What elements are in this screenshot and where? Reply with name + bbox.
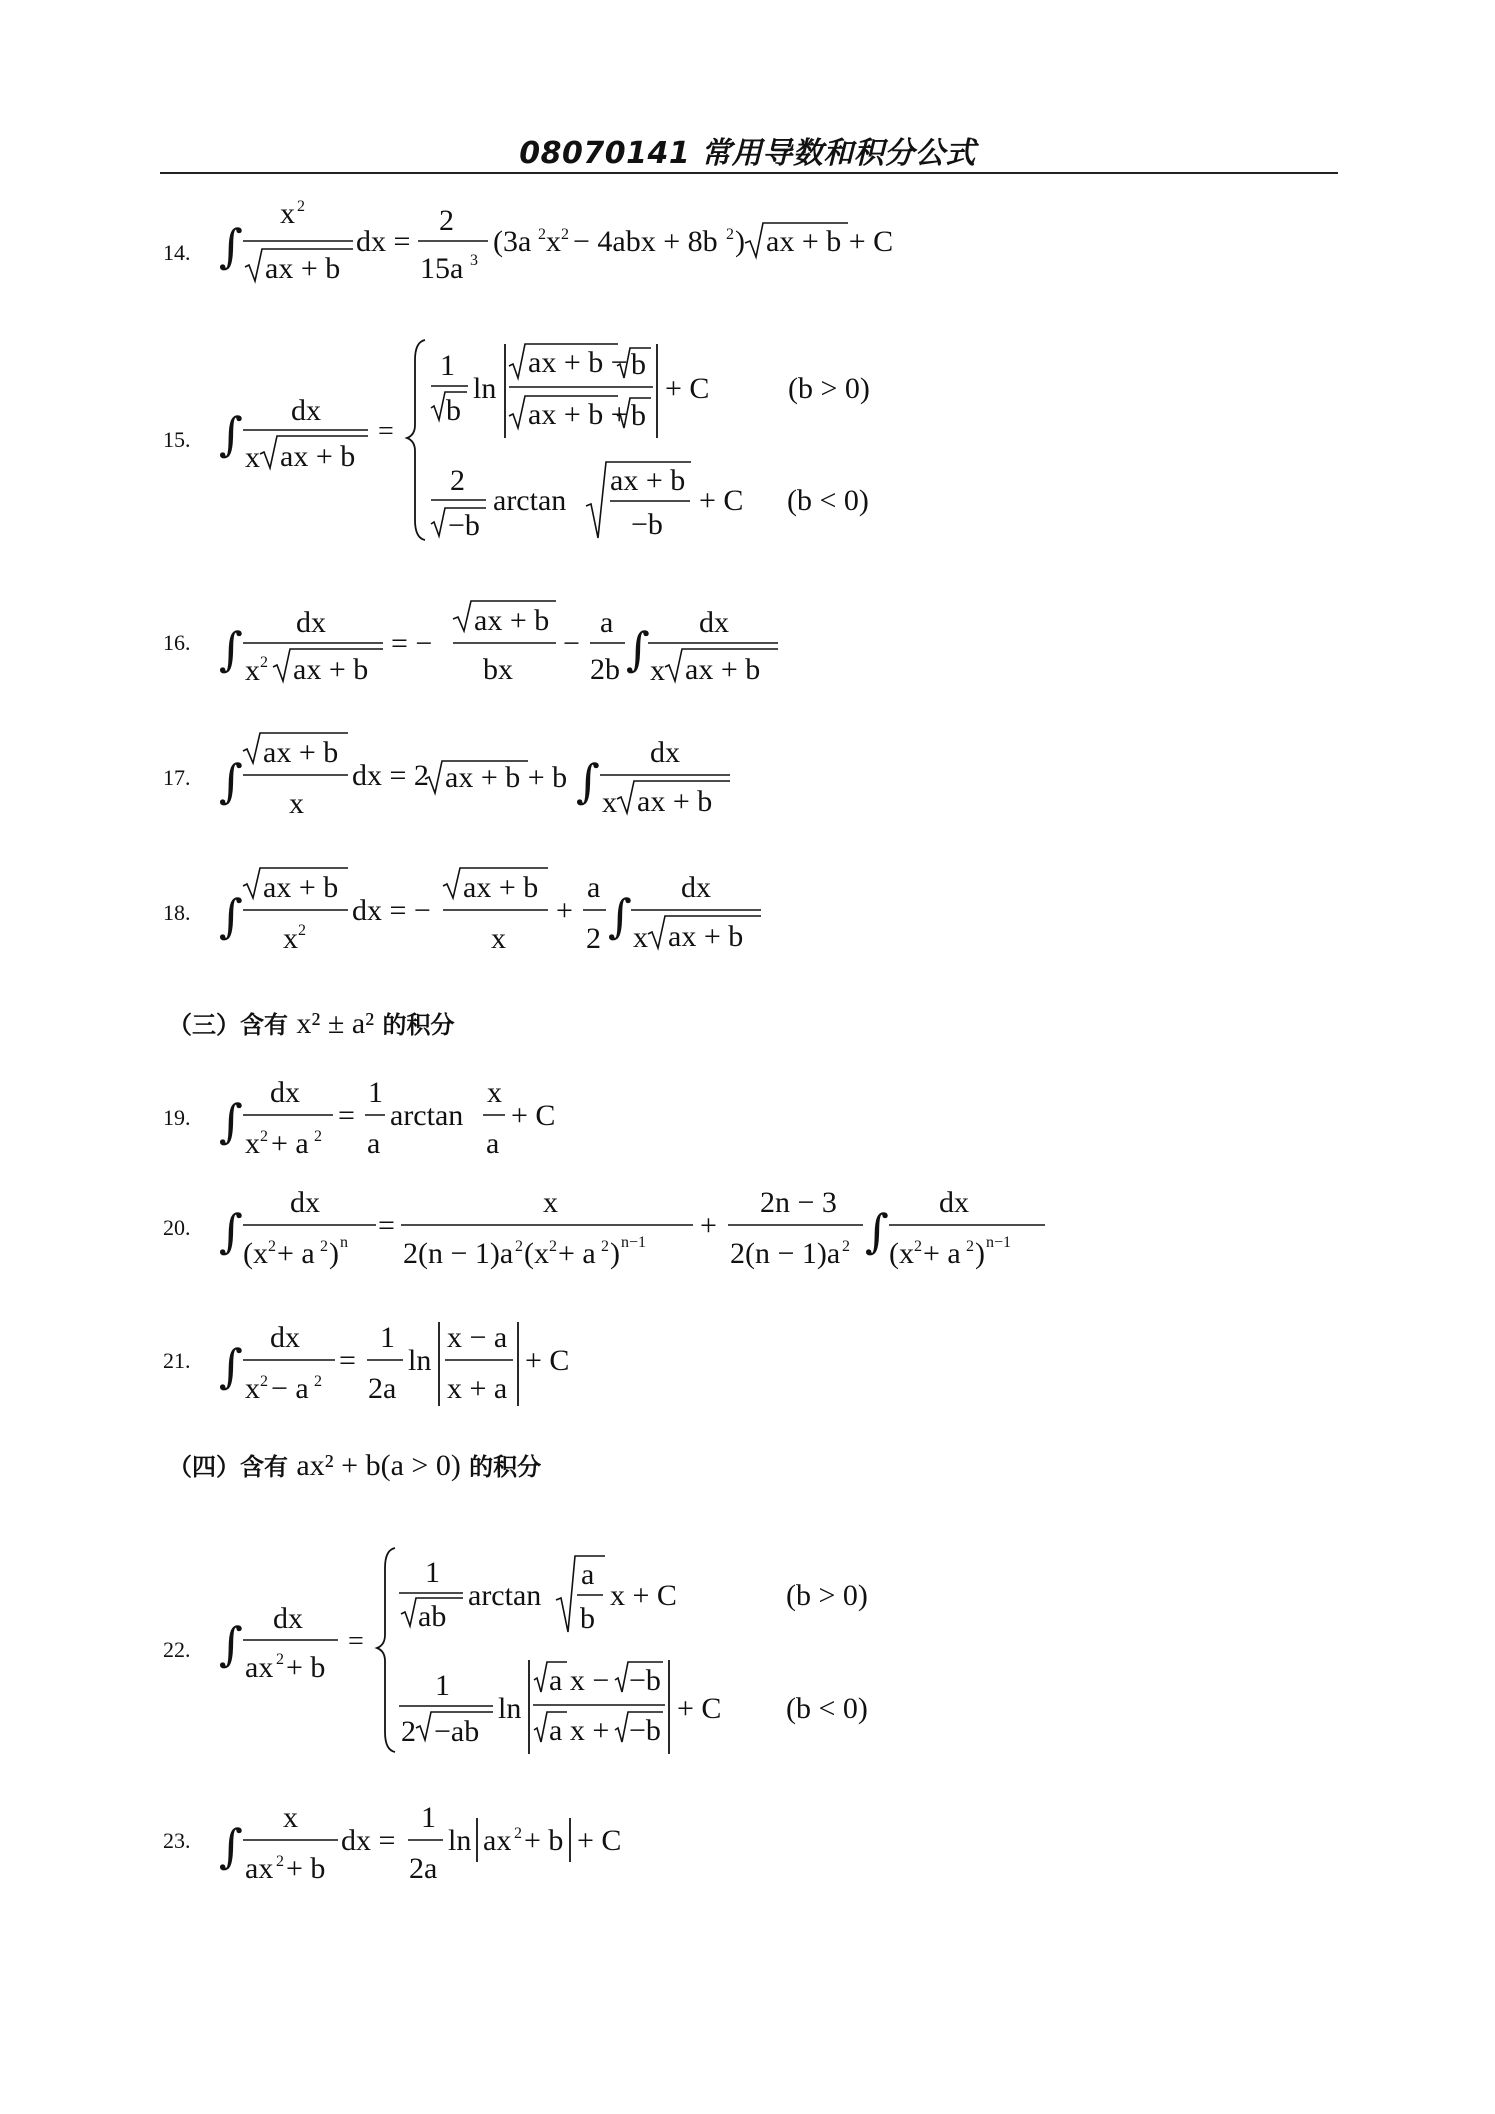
svg-text:ln: ln xyxy=(408,1344,432,1377)
svg-text:x: x xyxy=(491,922,506,955)
svg-text:dx: dx xyxy=(296,606,326,639)
svg-text:dx = −: dx = − xyxy=(352,894,431,927)
svg-text:+ C: + C xyxy=(677,1692,722,1725)
svg-text:1: 1 xyxy=(421,1801,436,1834)
svg-text:+ b: + b xyxy=(524,1824,564,1857)
svg-text:∫: ∫ xyxy=(219,219,243,273)
svg-text:2: 2 xyxy=(842,1238,850,1255)
svg-text:dx: dx xyxy=(699,606,729,639)
svg-text:∫: ∫ xyxy=(219,407,243,461)
svg-text:2: 2 xyxy=(268,1238,276,1255)
formula-number: 23. xyxy=(163,1828,191,1853)
svg-text:x: x xyxy=(245,1372,260,1405)
svg-text:+ a: + a xyxy=(558,1237,596,1270)
section-heading-3 xyxy=(168,1005,455,1041)
svg-text:+ b: + b xyxy=(286,1651,326,1684)
formula-number: 21. xyxy=(163,1348,191,1373)
svg-text:(x: (x xyxy=(889,1237,914,1270)
svg-text:x: x xyxy=(283,922,298,955)
formula-23 xyxy=(163,1790,963,1895)
svg-text:1: 1 xyxy=(380,1321,395,1354)
svg-text:∫: ∫ xyxy=(219,1617,243,1671)
svg-text:+ C: + C xyxy=(511,1099,556,1132)
svg-text:dx: dx xyxy=(290,1186,320,1219)
svg-text:dx: dx xyxy=(291,394,321,427)
svg-text:ax: ax xyxy=(245,1651,274,1684)
page-header-title: 08070141 常用导数和积分公式 xyxy=(519,136,976,171)
section-heading-suffix: 的积分 xyxy=(382,1011,455,1039)
svg-text:a x +: a x + xyxy=(549,1714,610,1747)
svg-text:ax + b: ax + b xyxy=(280,440,356,473)
svg-text:x: x xyxy=(543,1186,558,1219)
svg-text:a: a xyxy=(581,1558,595,1591)
svg-text:n−1: n−1 xyxy=(986,1234,1012,1251)
svg-text:dx = 2: dx = 2 xyxy=(352,759,429,792)
svg-text:∫: ∫ xyxy=(219,754,243,808)
svg-text:ax + b +: ax + b + xyxy=(528,398,628,431)
svg-text:ax + b: ax + b xyxy=(265,252,341,285)
svg-text:n−1: n−1 xyxy=(621,1234,647,1251)
svg-text:(x: (x xyxy=(243,1237,268,1270)
svg-text:dx: dx xyxy=(270,1076,300,1109)
svg-text:dx: dx xyxy=(273,1602,303,1635)
formula-number: 20. xyxy=(163,1215,191,1240)
svg-text:=: = xyxy=(339,1344,356,1377)
section-heading-math: ax² + b(a > 0) xyxy=(296,1449,461,1482)
formula-19 xyxy=(163,1065,963,1170)
svg-text:2b: 2b xyxy=(590,653,620,686)
svg-text:2: 2 xyxy=(276,1853,284,1870)
svg-text:): ) xyxy=(735,225,745,258)
section-heading-label: （四）含有 xyxy=(168,1453,288,1481)
svg-text:−b: −b xyxy=(631,508,663,541)
svg-text:+ a: + a xyxy=(277,1237,315,1270)
svg-text:∫: ∫ xyxy=(219,1094,243,1148)
svg-text:= −: = − xyxy=(391,627,433,660)
svg-text:arctan: arctan xyxy=(468,1579,542,1612)
svg-text:ax + b: ax + b xyxy=(463,871,539,904)
svg-text:∫: ∫ xyxy=(219,889,243,943)
svg-text:dx =: dx = xyxy=(356,225,411,258)
svg-text:x: x xyxy=(245,441,260,474)
svg-text:x + C: x + C xyxy=(610,1579,677,1612)
svg-text:(b < 0): (b < 0) xyxy=(787,484,869,517)
svg-text:ax + b: ax + b xyxy=(293,653,369,686)
svg-text:2n − 3: 2n − 3 xyxy=(760,1186,837,1219)
svg-text:+ C: + C xyxy=(665,372,710,405)
svg-text:arctan: arctan xyxy=(390,1099,464,1132)
formula-number: 17. xyxy=(163,765,191,790)
section-heading-label: （三）含有 xyxy=(168,1011,288,1039)
section-heading-suffix: 的积分 xyxy=(469,1453,542,1481)
svg-text:2: 2 xyxy=(297,198,305,215)
svg-text:2: 2 xyxy=(260,654,268,671)
svg-text:2: 2 xyxy=(320,1238,328,1255)
svg-text:x: x xyxy=(283,1801,298,1834)
svg-text:−ab: −ab xyxy=(434,1715,480,1748)
svg-text:−b: −b xyxy=(629,1714,661,1747)
svg-text:a: a xyxy=(587,871,601,904)
svg-text:b: b xyxy=(580,1602,595,1635)
svg-text:ax + b: ax + b xyxy=(685,653,761,686)
svg-text:∫: ∫ xyxy=(865,1204,889,1258)
svg-text:x: x xyxy=(487,1076,502,1109)
svg-text:arctan: arctan xyxy=(493,484,567,517)
svg-text:): ) xyxy=(975,1237,985,1270)
svg-text:2: 2 xyxy=(515,1238,523,1255)
svg-text:− 4abx + 8b: − 4abx + 8b xyxy=(573,225,718,258)
svg-text:=: = xyxy=(378,416,394,447)
svg-text:3: 3 xyxy=(470,252,478,269)
svg-text:x: x xyxy=(245,654,260,687)
svg-text:ax: ax xyxy=(245,1852,274,1885)
svg-text:1: 1 xyxy=(440,349,455,382)
svg-text:2: 2 xyxy=(450,464,465,497)
svg-text:2(n − 1)a: 2(n − 1)a xyxy=(403,1237,514,1270)
svg-text:1: 1 xyxy=(425,1556,440,1589)
svg-text:): ) xyxy=(329,1237,339,1270)
svg-text:=: = xyxy=(378,1209,395,1242)
svg-text:dx: dx xyxy=(650,736,680,769)
svg-text:dx: dx xyxy=(270,1321,300,1354)
svg-text:a: a xyxy=(367,1127,381,1160)
svg-text:(x: (x xyxy=(524,1237,549,1270)
svg-text:− a: − a xyxy=(271,1372,309,1405)
formula-number: 19. xyxy=(163,1105,191,1130)
svg-text:(b < 0): (b < 0) xyxy=(786,1692,868,1725)
svg-text:+ a: + a xyxy=(271,1127,309,1160)
formula-18 xyxy=(163,860,963,965)
formula-number: 22. xyxy=(163,1637,191,1662)
svg-text:∫: ∫ xyxy=(219,622,243,676)
svg-text:+ C: + C xyxy=(525,1344,570,1377)
svg-text:2: 2 xyxy=(601,1238,609,1255)
svg-text:ln: ln xyxy=(473,372,497,405)
formula-17 xyxy=(163,725,963,830)
svg-text:2: 2 xyxy=(276,1651,284,1668)
svg-text:2: 2 xyxy=(314,1373,322,1390)
svg-text:15a: 15a xyxy=(420,252,464,285)
svg-text:2: 2 xyxy=(966,1238,974,1255)
formula-21 xyxy=(163,1310,963,1415)
svg-text:=: = xyxy=(348,1626,364,1657)
svg-text:ax + b: ax + b xyxy=(668,920,744,953)
formula-number: 18. xyxy=(163,900,191,925)
svg-text:−: − xyxy=(563,627,580,660)
svg-text:=: = xyxy=(338,1099,355,1132)
svg-text:x: x xyxy=(546,225,561,258)
svg-text:+ a: + a xyxy=(923,1237,961,1270)
svg-text:x: x xyxy=(633,921,648,954)
svg-text:+ C: + C xyxy=(577,1824,622,1857)
svg-text:x: x xyxy=(289,787,304,820)
svg-text:dx: dx xyxy=(939,1186,969,1219)
svg-text:ax + b: ax + b xyxy=(474,604,550,637)
svg-text:ax + b: ax + b xyxy=(610,464,686,497)
svg-text:2a: 2a xyxy=(409,1852,438,1885)
svg-text:2: 2 xyxy=(726,226,734,243)
svg-text:a: a xyxy=(600,606,614,639)
svg-text:n: n xyxy=(340,1234,348,1251)
formula-number: 16. xyxy=(163,630,191,655)
svg-text:dx: dx xyxy=(681,871,711,904)
svg-text:2: 2 xyxy=(260,1128,268,1145)
formula-15 xyxy=(163,330,963,565)
svg-text:2: 2 xyxy=(514,1825,522,1842)
svg-text:2: 2 xyxy=(561,226,569,243)
svg-text:2: 2 xyxy=(549,1238,557,1255)
svg-text:dx =: dx = xyxy=(341,1824,396,1857)
svg-text:x: x xyxy=(650,654,665,687)
formula-20 xyxy=(163,1175,1083,1280)
svg-text:x: x xyxy=(245,1127,260,1160)
svg-text:2: 2 xyxy=(439,204,454,237)
svg-text:(3a: (3a xyxy=(493,225,532,258)
svg-text:ax: ax xyxy=(483,1824,512,1857)
svg-text:ln: ln xyxy=(448,1824,472,1857)
svg-text:x + a: x + a xyxy=(447,1372,508,1405)
formula-number: 14. xyxy=(163,240,191,265)
section-heading-4 xyxy=(168,1447,541,1483)
svg-text:∫: ∫ xyxy=(626,622,650,676)
svg-text:b: b xyxy=(446,394,461,427)
svg-text:ax + b + C: ax + b + C xyxy=(766,225,894,258)
svg-text:ax + b: ax + b xyxy=(263,871,339,904)
svg-text:∫: ∫ xyxy=(219,1819,243,1873)
svg-text:2: 2 xyxy=(586,922,601,955)
svg-text:ax + b: ax + b xyxy=(263,736,339,769)
svg-text:−b: −b xyxy=(448,509,480,542)
svg-text:b: b xyxy=(631,348,646,381)
svg-text:2: 2 xyxy=(538,226,546,243)
svg-text:(b > 0): (b > 0) xyxy=(786,1579,868,1612)
formula-number: 15. xyxy=(163,427,191,452)
svg-text:ln: ln xyxy=(498,1692,522,1725)
svg-text:a x −: a x − xyxy=(549,1664,610,1697)
svg-text:∫: ∫ xyxy=(219,1204,243,1258)
svg-text:+: + xyxy=(700,1209,717,1242)
svg-text:2a: 2a xyxy=(368,1372,397,1405)
svg-text:∫: ∫ xyxy=(219,1339,243,1393)
svg-text:2: 2 xyxy=(914,1238,922,1255)
svg-text:1: 1 xyxy=(368,1076,383,1109)
svg-text:+ b: + b xyxy=(286,1852,326,1885)
svg-text:2: 2 xyxy=(298,922,306,939)
svg-text:ax + b −: ax + b − xyxy=(528,346,628,379)
svg-text:x: x xyxy=(602,786,617,819)
svg-text:∫: ∫ xyxy=(608,889,632,943)
svg-text:2(n − 1)a: 2(n − 1)a xyxy=(730,1237,841,1270)
svg-text:1: 1 xyxy=(435,1669,450,1702)
svg-text:ax + b + b: ax + b + b xyxy=(445,761,568,794)
svg-text:+ C: + C xyxy=(699,484,744,517)
svg-text:2: 2 xyxy=(401,1715,416,1748)
svg-text:bx: bx xyxy=(483,653,513,686)
svg-text:a: a xyxy=(486,1127,500,1160)
svg-text:b: b xyxy=(631,399,646,432)
svg-text:ab: ab xyxy=(418,1600,447,1633)
svg-text:+: + xyxy=(556,894,573,927)
svg-text:ax + b: ax + b xyxy=(637,785,713,818)
formula-16 xyxy=(163,595,963,700)
svg-text:2: 2 xyxy=(260,1373,268,1390)
section-heading-math: x² ± a² xyxy=(296,1007,375,1040)
svg-text:x − a: x − a xyxy=(447,1321,508,1354)
formula-22 xyxy=(163,1540,963,1775)
svg-text:): ) xyxy=(610,1237,620,1270)
svg-text:x: x xyxy=(280,197,295,230)
svg-text:∫: ∫ xyxy=(576,754,600,808)
header-divider xyxy=(160,172,1338,174)
formula-14 xyxy=(163,195,963,300)
svg-text:−b: −b xyxy=(629,1664,661,1697)
svg-text:2: 2 xyxy=(314,1128,322,1145)
svg-text:(b > 0): (b > 0) xyxy=(788,372,870,405)
